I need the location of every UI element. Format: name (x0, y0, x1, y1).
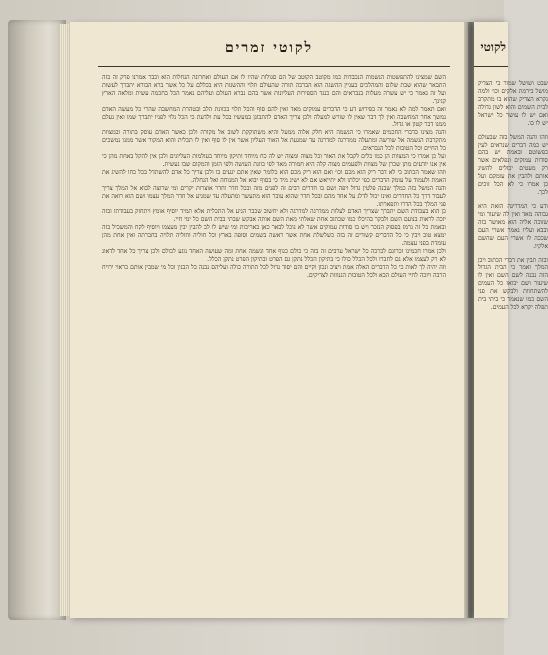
running-head: לקוטי זמרים (224, 40, 314, 56)
header-rule (98, 66, 450, 67)
book-spine (8, 20, 66, 620)
page-edges (60, 24, 70, 616)
right-page-body (478, 74, 548, 602)
right-header-rule (474, 66, 508, 67)
right-page (474, 22, 548, 618)
paragraph: ובאמת כל זה נרמז בפסוק הנזכר ויש בו סודות עמוקים אשר לא נוכל לבאר כאן באריכות ומי שיש לו לב להבין יבין מעצמו ויוסיף לקח והמשכיל בזה ימצא טוב ויבין כי כל הדברים קשורים זה בזה כשלשלת אחת אשר ראשה בשמים וסופה בארץ וכל חוליה וחוליה תלויה בחברתה ואין אחת מהן עומדת בפני עצמה. (102, 224, 446, 248)
paragraph: והנה מצינו בדברי החכמים שאמרו כי הנשמה היא חלק אלוה ממעל והיא משתוקקת לשוב אל מקורה ולכן כאשר האדם עוסק בתורה ובמצוות מתקרבת הנשמה אל שורשה ומתעלה ממדרגה למדרגה עד שמגעת אל האור העליון אשר אין לו סוף ואין לו תכלית והוא המקור אשר ממנו נמשכים כל החיים וכל הטובות לכל הנבראים. (102, 129, 446, 153)
paragraph: כן הוא בעבודת השם יתברך שצריך האדם לעלות ממדרגה למדרגה ולא יחשוב שכבר הגיע אל התכלית אלא תמיד יוסיף אומץ ויתחזק בעבודתו ובזה יזכה לראות בנועם השם ולבקר בהיכלו כמו שכתוב אחת שאלתי מאת השם אותה אבקש שבתי בבית השם כל ימי חיי. (102, 208, 446, 224)
paragraph: ולכן אמרו חכמינו זכרונם לברכה כל ישראל ערבים זה בזה כי כולם כגוף אחד ונשמה אחת ומה שעושה האחד נוגע לכולם ולכן צריך כל אחד לדאוג לא רק לעצמו אלא גם לחברו ולכל הכלל כולו כי בתיקון הכלל נתקן גם הפרט ובתיקון הפרט נתקן הכלל. (102, 247, 446, 263)
left-page-body (102, 74, 446, 602)
paragraph: ועל כן אמרו כי המצוות הן כמו כלים לקבל את האור וכל מצוה ומצוה יש לה כח מיוחד ותיקון מיוחד בעולמות העליונים ולכן אין להקל באחת מהן כי אין אנו יודעים מתן שכרן של מצוות ולפעמים מצוה קלה היא חמורה מאד לפי כוונת העושה ולפי הזמן והמקום שבו נעשית. (102, 153, 446, 168)
paragraph: וזהו והנה המשל בזה שבעולם יש כמה דברים שנראים לעין כפשוטם ובאמת יש בהם סודות עמוקים ונפלאים אשר רק מעטים יכולים להשיג אותם ולהבין את עומקם ועל כן אמרו כי לא הכל זוכים לכך. (478, 133, 548, 196)
paragraph: שבט ושושל שמור בי הצדיק מושל בירמת אלקים וכו׳ ולמה נקרא הצדיק שהוא בו מתקרב לבית השמים והוא לשון גדולה ואם יש לו עושר כל ישראל יש לו בו. (478, 80, 548, 127)
paragraph: השם שמצינו להתפשטות הנשמות הנכבדות כמו מקוטב הקוטב של הם סגולות שהיו לו אם העולם ואחרונה הנחלות הוא וכבר אמרנו פרק זה בזה התבאר שהוא שבת שלום והמהלכים בעניין ההשגה הוא הברכה תורה שהעולם תלוי וההשגות היא בכללם על כל אשר ברא הבורא יתברך לעשות ועל זה נאמר כי יש עשרה מעלות בנבראים והם כנגד הספירות העליונות אשר בהם נברא העולם ועליהם נאמר הכל בחכמה עשית ומלאה הארץ קנינך. (102, 74, 446, 105)
left-page (70, 22, 468, 618)
paragraph: ואם תאמר למה לא נאמר זה בפירוש דע כי הדברים עמוקים מאד ואין להם סוף והכל תלוי בכוונת הלב ובטהרת המחשבה שהרי כל מעשה האדם נמשך אחר המחשבה ואין לך דבר שאין לו שורש למעלה ולכן צריך האדם להתבונן במעשיו בכל עת ולדעת כי הכל גלוי לפניו יתברך שמו ואין נעלם ממנו דבר קטון או גדול. (102, 105, 446, 129)
right-running-head: לקוטי (480, 40, 506, 54)
paragraph: ודע כי המדריגה הזאת היא גבוהה מאד ואין לה שיעור ומי שזוכה אליה הוא מאושר בזה ובבא ועליו נאמר אשרי העם שככה לו אשרי העם שהשם אלקיו. (478, 202, 548, 250)
paragraph: וזהו שאמר הכתוב כי לא דבר ריק הוא מכם וכו׳ ואם הוא ריק מכם הוא כלומר שאין אתם יגעים בו ולכן צריך כל אדם להשתדל בכל כחו להשיג את האמת ולעמוד על עומק הדברים כפי יכלתו ולא יתייאש אם לא ישיג מיד כי בסוף יבוא אל המנוחה ואל הנחלה. (102, 168, 446, 184)
paragraph: והנה המשל בזה כמלך שבנה פלטין גדול ויפה ושם בו חדרים רבים זה לפנים מזה ובכל חדר וחדר אוצרות יקרים ומי שרוצה לבוא אל המלך צריך לעבור דרך כל החדרים ואינו יכול לדלג על אחד מהם ובכל חדר שהוא עובר הוא מתעשר ומתעלה עד שמגיע אל חדר המלך עצמו ושם הוא רואה את פני המלך בכל הדרו ותפארתו. (102, 184, 446, 208)
paragraph: וזה יהיה לך לאות כי כל הדברים האלה אמת ויציב ונכון וקיים והם יסוד גדול לכל התורה כולה ועליהם נבנה כל הבנין וכל מי שמבין אותם כראוי ירויח הרבה ויזכה לחיי העולם הבא ולכל הטובות הגנוזות לצדיקים. (102, 263, 446, 279)
paragraph: ובזה תבין את דברי הכתוב ויבן המלך ואמר כי הבית הגדול הזה נבנה לשם השם ואין לו שיעור ושם יבואו כל העמים להשתחוות ולבקש את פני השם כמו שנאמר כי ביתי בית תפלה יקרא לכל העמים. (478, 256, 548, 311)
